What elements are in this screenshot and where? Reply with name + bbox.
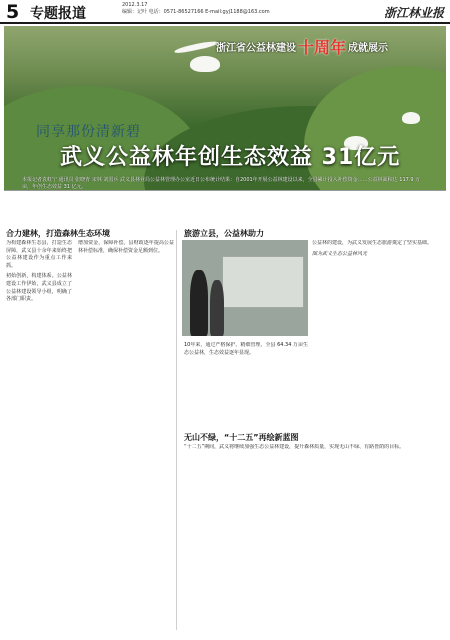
paragraph: 公益林的建设，为武义发展生态旅游奠定了坚实基础。 xyxy=(312,240,433,246)
display-board xyxy=(222,256,304,308)
series-prefix: 浙江省公益林建设 xyxy=(216,42,296,54)
kicker: 同享那份清新碧 xyxy=(36,124,141,140)
person-figure xyxy=(210,280,224,336)
article-column xyxy=(6,240,72,632)
section-heading: 合力建林，打造森林生态环境 xyxy=(6,229,110,238)
paragraph: 增加资金，保障补偿。县财政逐年提高公益林补偿标准，确保补偿资金足额到位。 xyxy=(78,240,174,254)
paragraph: 初始创新，构建体系。公益林建设工作伊始，武义县成立了公益林建设领导小组，明确了各部门职责。 xyxy=(6,273,72,303)
paragraph: “十二五”期间，武义将继续加强生态公益林建设，提升森林质量，实现无山不绿、有路皆荫的目标。 xyxy=(184,444,405,450)
editor-line: 编辑：记叶 电话：0571-86527166 E-mail:gyj1188@163.com xyxy=(122,9,270,15)
section-heading: 无山不绿，“十二五”再绘新蓝图 xyxy=(184,433,299,442)
paragraph: 为构建森林生态县，打造生态屏障，武义县十余年来始终把公益林建设作为重点工作来抓。 xyxy=(6,240,72,269)
divider xyxy=(4,190,446,191)
column-rule xyxy=(176,230,177,630)
newspaper-name: 浙江林业报 xyxy=(383,6,444,20)
article-column xyxy=(184,444,444,634)
series-suffix: 成就展示 xyxy=(348,42,389,54)
hill-shape xyxy=(304,66,446,190)
masthead-meta xyxy=(122,2,270,16)
paragraph: 10年来，通过严格保护、精细管理，全县 64.34 万亩生态公益林，生态效益逐年显现。 xyxy=(184,342,308,356)
article-column xyxy=(312,240,444,426)
photo-caption: 图为武义生态公益林风光 xyxy=(312,250,368,257)
egret-icon xyxy=(402,112,420,124)
egret-wing-icon xyxy=(174,39,218,54)
section-title: 专题报道 xyxy=(30,6,86,22)
series-banner xyxy=(216,36,440,56)
article-column xyxy=(78,240,174,632)
person-figure xyxy=(190,270,208,336)
date-line: 2012.3.17 xyxy=(122,2,148,8)
lead-summary: 本报记者袁虹宁 通讯员 张晓青 宋林 刘国兵 武义县林业局公益林管理办公室近日公布统计结果：自2001年开展公益林建设以来，全县累计投入补偿资金……公益林面积达 117.9 万亩，年创生态效益 31 亿元。 xyxy=(22,177,421,190)
headline: 武义公益林年创生态效益 31亿元 xyxy=(60,145,401,170)
article-column xyxy=(184,342,308,426)
event-photo xyxy=(182,240,308,336)
egret-icon xyxy=(190,56,220,72)
section-heading: 旅游立县，公益林助力 xyxy=(184,229,264,238)
page-number: 5 xyxy=(6,1,20,23)
series-highlight: 十周年 xyxy=(298,37,347,57)
masthead xyxy=(0,0,450,24)
